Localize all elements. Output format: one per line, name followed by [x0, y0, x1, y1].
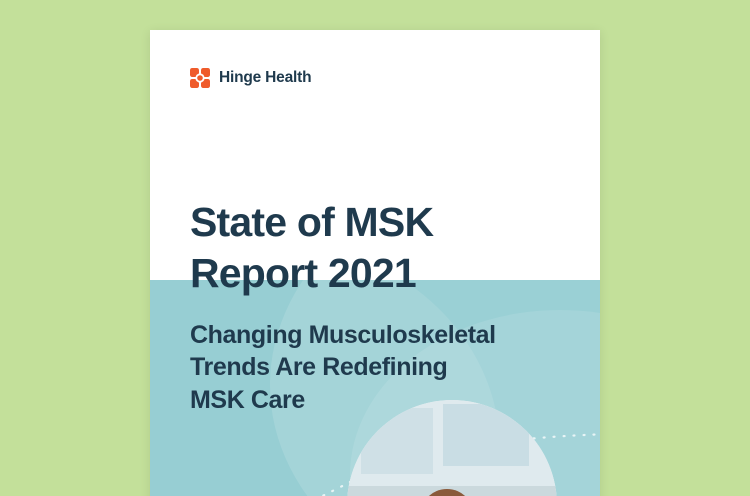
- cover-subtitle-line-1: Changing Musculoskeletal: [190, 320, 496, 349]
- cover-subtitle: [190, 319, 580, 417]
- brand-logo: [190, 68, 311, 88]
- brand-name: Hinge Health: [219, 69, 312, 86]
- cover-subtitle-line-2: Trends Are Redefining: [190, 353, 448, 382]
- hinge-health-logo-icon: [190, 68, 210, 88]
- cover-title-line-1: State of MSK: [190, 199, 434, 246]
- cover-title-line-2: Report 2021: [190, 249, 416, 296]
- report-cover: [150, 30, 600, 496]
- cover-title: [190, 197, 570, 298]
- cover-subtitle-line-3: MSK Care: [190, 385, 305, 414]
